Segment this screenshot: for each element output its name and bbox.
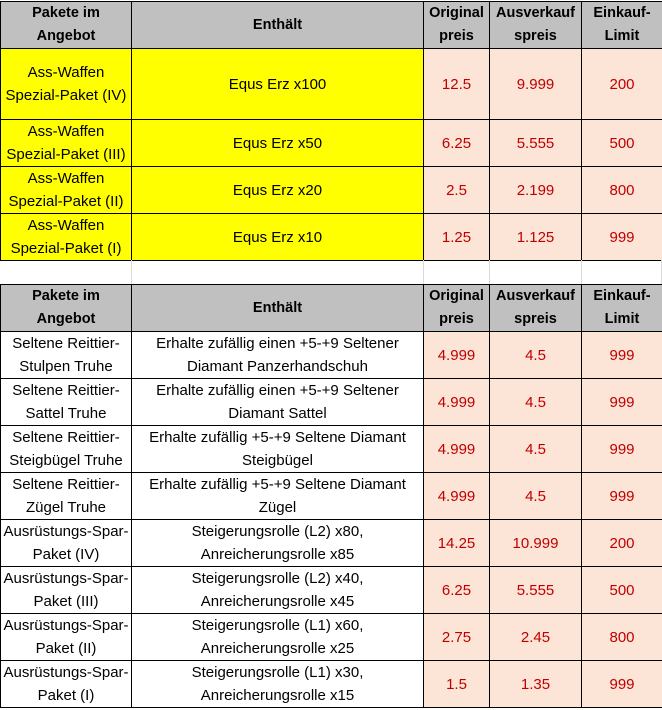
package-name: Ausrüstungs-Spar-Paket (III) <box>1 567 132 614</box>
header-contents: Enthält <box>132 2 424 49</box>
purchase-limit: 800 <box>582 614 662 661</box>
original-price: 2.75 <box>424 614 490 661</box>
purchase-limit: 999 <box>582 379 662 426</box>
original-price: 1.5 <box>424 661 490 708</box>
package-name: Ass-Waffen Spezial-Paket (III) <box>1 120 132 167</box>
package-contents: Steigerungsrolle (L2) x80, Anreicherungsrolle x85 <box>132 520 424 567</box>
sale-price: 5.555 <box>490 120 582 167</box>
purchase-limit: 200 <box>582 49 662 120</box>
package-name: Ass-Waffen Spezial-Paket (I) <box>1 214 132 261</box>
original-price: 6.25 <box>424 567 490 614</box>
package-contents: Erhalte zufällig einen +5-+9 Seltener Diamant Sattel <box>132 379 424 426</box>
header-contents: Enthält <box>132 285 424 332</box>
package-name: Seltene Reittier-Sattel Truhe <box>1 379 132 426</box>
package-contents: Equs Erz x10 <box>132 214 424 261</box>
package-contents: Equs Erz x20 <box>132 167 424 214</box>
table-row <box>1 120 662 167</box>
package-contents: Equs Erz x50 <box>132 120 424 167</box>
purchase-limit: 500 <box>582 120 662 167</box>
package-contents: Equs Erz x100 <box>132 49 424 120</box>
package-contents: Erhalte zufällig +5-+9 Seltene Diamant Zügel <box>132 473 424 520</box>
purchase-limit: 200 <box>582 520 662 567</box>
package-contents: Steigerungsrolle (L1) x30, Anreicherungsrolle x15 <box>132 661 424 708</box>
original-price: 4.999 <box>424 426 490 473</box>
original-price: 6.25 <box>424 120 490 167</box>
package-name: Ass-Waffen Spezial-Paket (IV) <box>1 49 132 120</box>
table-row <box>1 661 662 708</box>
sale-price: 10.999 <box>490 520 582 567</box>
sale-price: 2.45 <box>490 614 582 661</box>
package-name: Seltene Reittier-Stulpen Truhe <box>1 332 132 379</box>
package-contents: Steigerungsrolle (L1) x60, Anreicherungsrolle x25 <box>132 614 424 661</box>
header-original-price: Original preis <box>424 285 490 332</box>
sale-price: 1.125 <box>490 214 582 261</box>
table-row <box>1 614 662 661</box>
purchase-limit: 999 <box>582 332 662 379</box>
table-row <box>1 167 662 214</box>
package-name: Ausrüstungs-Spar-Paket (I) <box>1 661 132 708</box>
sale-price: 5.555 <box>490 567 582 614</box>
header-sale-price: Ausverkauf spreis <box>490 2 582 49</box>
original-price: 4.999 <box>424 379 490 426</box>
purchase-limit: 999 <box>582 214 662 261</box>
mount-equipment-packages-table <box>0 284 662 708</box>
package-name: Ausrüstungs-Spar-Paket (II) <box>1 614 132 661</box>
empty-spacer-row <box>0 260 662 284</box>
sale-price: 9.999 <box>490 49 582 120</box>
original-price: 12.5 <box>424 49 490 120</box>
table-row <box>1 473 662 520</box>
package-name: Ausrüstungs-Spar-Paket (IV) <box>1 520 132 567</box>
package-contents: Erhalte zufällig einen +5-+9 Seltener Diamant Panzerhandschuh <box>132 332 424 379</box>
original-price: 2.5 <box>424 167 490 214</box>
purchase-limit: 999 <box>582 661 662 708</box>
table-row <box>1 426 662 473</box>
original-price: 4.999 <box>424 332 490 379</box>
original-price: 1.25 <box>424 214 490 261</box>
header-purchase-limit: Einkauf- Limit <box>582 2 662 49</box>
sale-price: 2.199 <box>490 167 582 214</box>
table-row <box>1 379 662 426</box>
table-row <box>1 49 662 120</box>
table-header-row <box>1 285 662 332</box>
original-price: 14.25 <box>424 520 490 567</box>
sale-price: 4.5 <box>490 473 582 520</box>
purchase-limit: 999 <box>582 473 662 520</box>
header-package: Pakete im Angebot <box>1 285 132 332</box>
sale-price: 4.5 <box>490 332 582 379</box>
package-name: Seltene Reittier-Zügel Truhe <box>1 473 132 520</box>
package-name: Ass-Waffen Spezial-Paket (II) <box>1 167 132 214</box>
header-original-price: Original preis <box>424 2 490 49</box>
purchase-limit: 800 <box>582 167 662 214</box>
original-price: 4.999 <box>424 473 490 520</box>
header-sale-price: Ausverkauf spreis <box>490 285 582 332</box>
sale-price: 4.5 <box>490 379 582 426</box>
table-row <box>1 214 662 261</box>
sale-price: 4.5 <box>490 426 582 473</box>
sale-price: 1.35 <box>490 661 582 708</box>
table-row <box>1 520 662 567</box>
purchase-limit: 999 <box>582 426 662 473</box>
package-name: Seltene Reittier-Steigbügel Truhe <box>1 426 132 473</box>
package-contents: Erhalte zufällig +5-+9 Seltene Diamant Steigbügel <box>132 426 424 473</box>
table-row <box>1 332 662 379</box>
table-row <box>1 567 662 614</box>
header-purchase-limit: Einkauf- Limit <box>582 285 662 332</box>
package-contents: Steigerungsrolle (L2) x40, Anreicherungsrolle x45 <box>132 567 424 614</box>
header-package: Pakete im Angebot <box>1 2 132 49</box>
purchase-limit: 500 <box>582 567 662 614</box>
table-header-row <box>1 2 662 49</box>
weapon-packages-table <box>0 1 662 261</box>
